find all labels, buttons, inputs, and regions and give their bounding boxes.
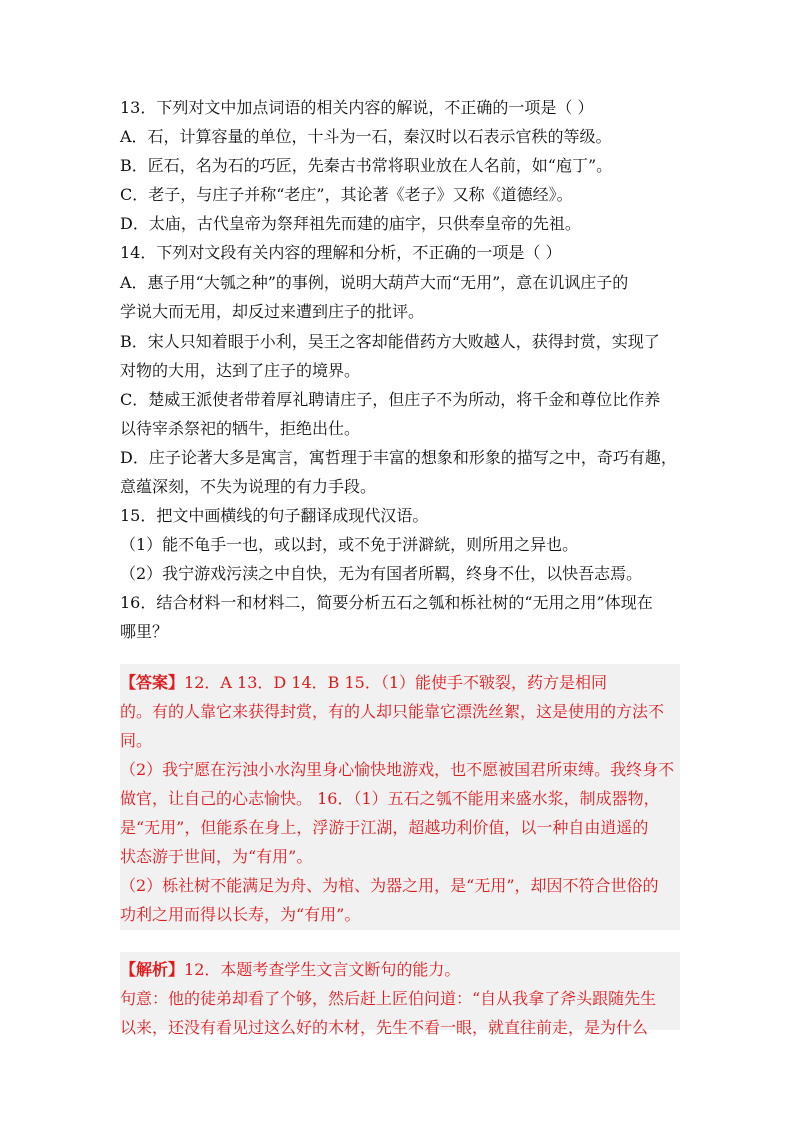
question-14-option-b-line2: 对物的大用，达到了庄子的境界。 <box>120 361 361 380</box>
question-13-stem: 13．下列对文中加点词语的相关内容的解说，不正确的一项是（ ） <box>120 98 594 117</box>
question-14-option-a-line2: 学说大而无用，却反过来遭到庄子的批评。 <box>120 302 425 321</box>
answer-line-5: 做官，让自己的心志愉快。 16．（1）五石之瓠不能用来盛水浆，制成器物， <box>120 789 660 808</box>
question-14-stem: 14．下列对文段有关内容的理解和分析，不正确的一项是（ ） <box>120 243 562 262</box>
analysis-line-1-text: 12．本题考查学生文言文断句的能力。 <box>184 960 461 979</box>
analysis-tag: 【解析】 <box>120 960 185 979</box>
answer-tag: 【答案】 <box>120 673 185 692</box>
answer-line-4: （2）我宁愿在污浊小水沟里身心愉快地游戏，也不愿被国君所束缚。我终身不 <box>120 760 675 779</box>
question-15-sentence-1: （1）能不龟手一也，或以封，或不免于洴澼絖，则所用之异也。 <box>120 535 579 554</box>
answer-line-3: 同。 <box>120 731 153 750</box>
question-14-option-b-line1: B．宋人只知着眼于小利，吴王之客却能借药方大败越人，获得封赏，实现了 <box>120 332 660 351</box>
question-13-option-a: A．石，计算容量的单位，十斗为一石，秦汉时以石表示官秩的等级。 <box>120 127 612 146</box>
answer-line-6: 是“无用”，但能系在身上，浮游于江湖，超越功利价值，以一种自由逍遥的 <box>120 818 649 837</box>
question-13-option-b: B．匠石，名为石的巧匠，先秦古书常将职业放在人名前，如“庖丁”。 <box>120 156 613 175</box>
analysis-line-2: 句意：他的徒弟却看了个够，然后赶上匠伯问道：“自从我拿了斧头跟随先生 <box>120 989 657 1008</box>
answer-line-9: 功利之用而得以长寿，为“有用”。 <box>120 905 361 924</box>
analysis-line-3: 以来，还没有看见过这么好的木材，先生不看一眼，就直往前走，是为什么 <box>120 1018 649 1037</box>
answer-line-8: （2）栎社树不能满足为舟、为棺、为器之用，是“无用”，却因不符合世俗的 <box>120 876 659 895</box>
question-15-sentence-2: （2）我宁游戏污渎之中自快，无为有国者所羁，终身不仕，以快吾志焉。 <box>120 564 643 583</box>
question-14-option-d-line1: D．庄子论著大多是寓言，寓哲理于丰富的想象和形象的描写之中，奇巧有趣， <box>120 448 677 467</box>
question-14-option-c-line1: C．楚威王派使者带着厚礼聘请庄子，但庄子不为所动，将千金和尊位比作养 <box>120 390 661 409</box>
answer-line-1-text: 12．A 13．D 14．B 15．（1）能使手不皲裂，药方是相同 <box>184 673 608 692</box>
question-16-line2: 哪里？ <box>120 622 169 641</box>
question-14-option-c-line2: 以待宰杀祭祀的牺牛，拒绝出仕。 <box>120 419 361 438</box>
question-14-option-a-line1: A．惠子用“大瓠之种”的事例，说明大葫芦大而“无用”，意在讥讽庄子的 <box>120 273 629 292</box>
question-16-line1: 16．结合材料一和材料二，简要分析五石之瓠和栎社树的“无用之用”体现在 <box>120 593 653 612</box>
analysis-line-1 <box>120 955 680 984</box>
answer-line-1 <box>120 668 680 697</box>
question-13-option-c: C．老子，与庄子并称“老庄”，其论著《老子》又称《道德经》。 <box>120 185 573 204</box>
answer-line-7: 状态游于世间，为“有用”。 <box>120 847 313 866</box>
question-13-option-d: D．太庙，古代皇帝为祭拜祖先而建的庙宇，只供奉皇帝的先祖。 <box>120 214 581 233</box>
answer-line-2: 的。有的人靠它来获得封赏，有的人却只能靠它漂洗丝絮，这是使用的方法不 <box>120 702 665 721</box>
question-15-stem: 15．把文中画横线的句子翻译成现代汉语。 <box>120 506 429 525</box>
question-14-option-d-line2: 意蕴深刻，不失为说理的有力手段。 <box>120 477 377 496</box>
